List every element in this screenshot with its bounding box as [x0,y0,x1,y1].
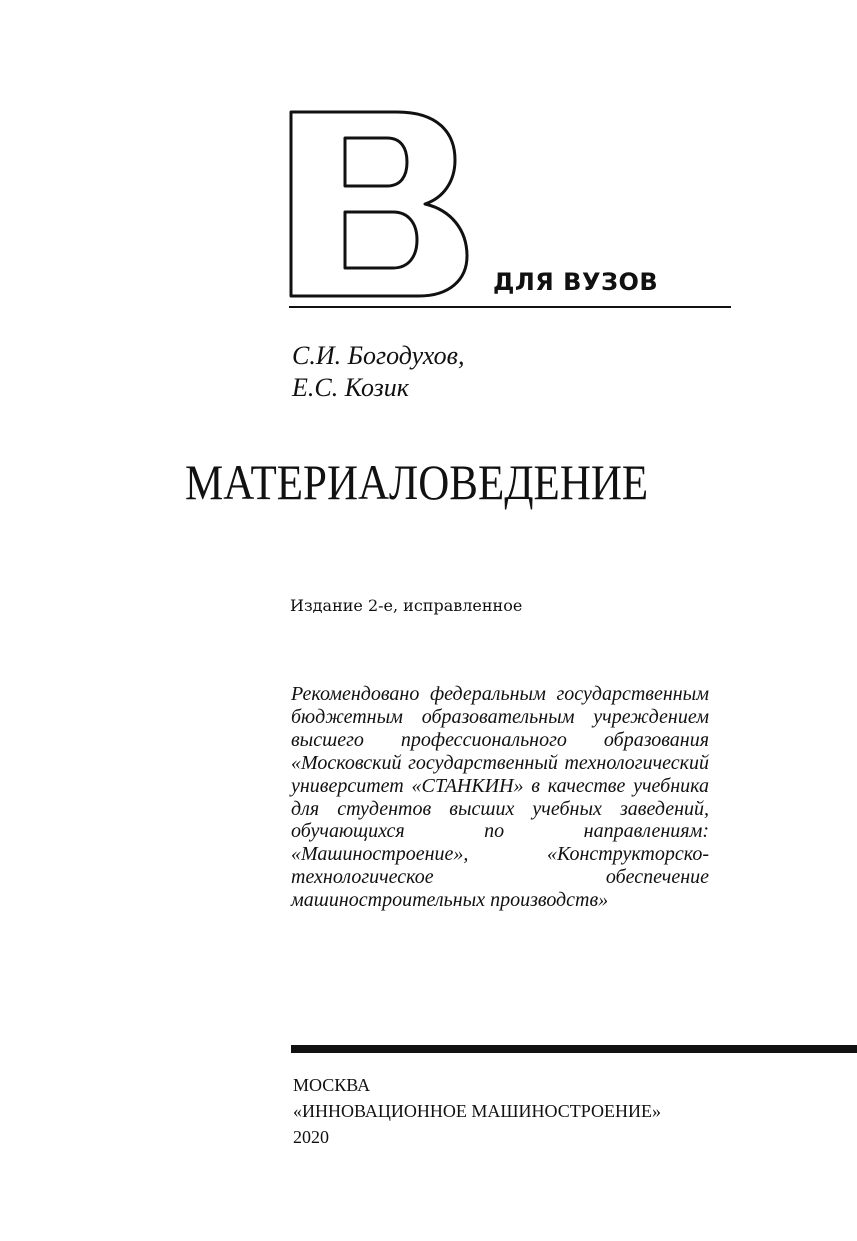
imprint-year: 2020 [293,1127,329,1147]
edition-note: Издание 2-е, исправленное [290,596,523,615]
authors [292,340,464,404]
series-logo-letter [289,110,469,298]
imprint-city: МОСКВА [293,1075,371,1095]
recommendation-text: Рекомендовано федеральным государственным бюджетным образовательным учреждением высшего профессионального образования «Московский государственный технологический университет «СТАНКИН» в качестве учебника для студентов высших учебных заведений, обучающихся по направлениям: «Машиностроение», «Конструкторско-технологическое обеспечение машиностроительных производств» [291,683,709,912]
footer-rule [291,1045,857,1053]
imprint-publisher: «ИННОВАЦИОННОЕ МАШИНОСТРОЕНИЕ» [293,1101,661,1121]
book-title: МАТЕРИАЛОВЕДЕНИЕ [185,454,649,510]
series-label: ДЛЯ ВУЗОВ [493,268,659,296]
header-rule [289,306,731,308]
author-name: Е.С. Козик [292,373,409,402]
author-name: С.И. Богодухов, [292,341,465,370]
imprint [293,1072,661,1150]
